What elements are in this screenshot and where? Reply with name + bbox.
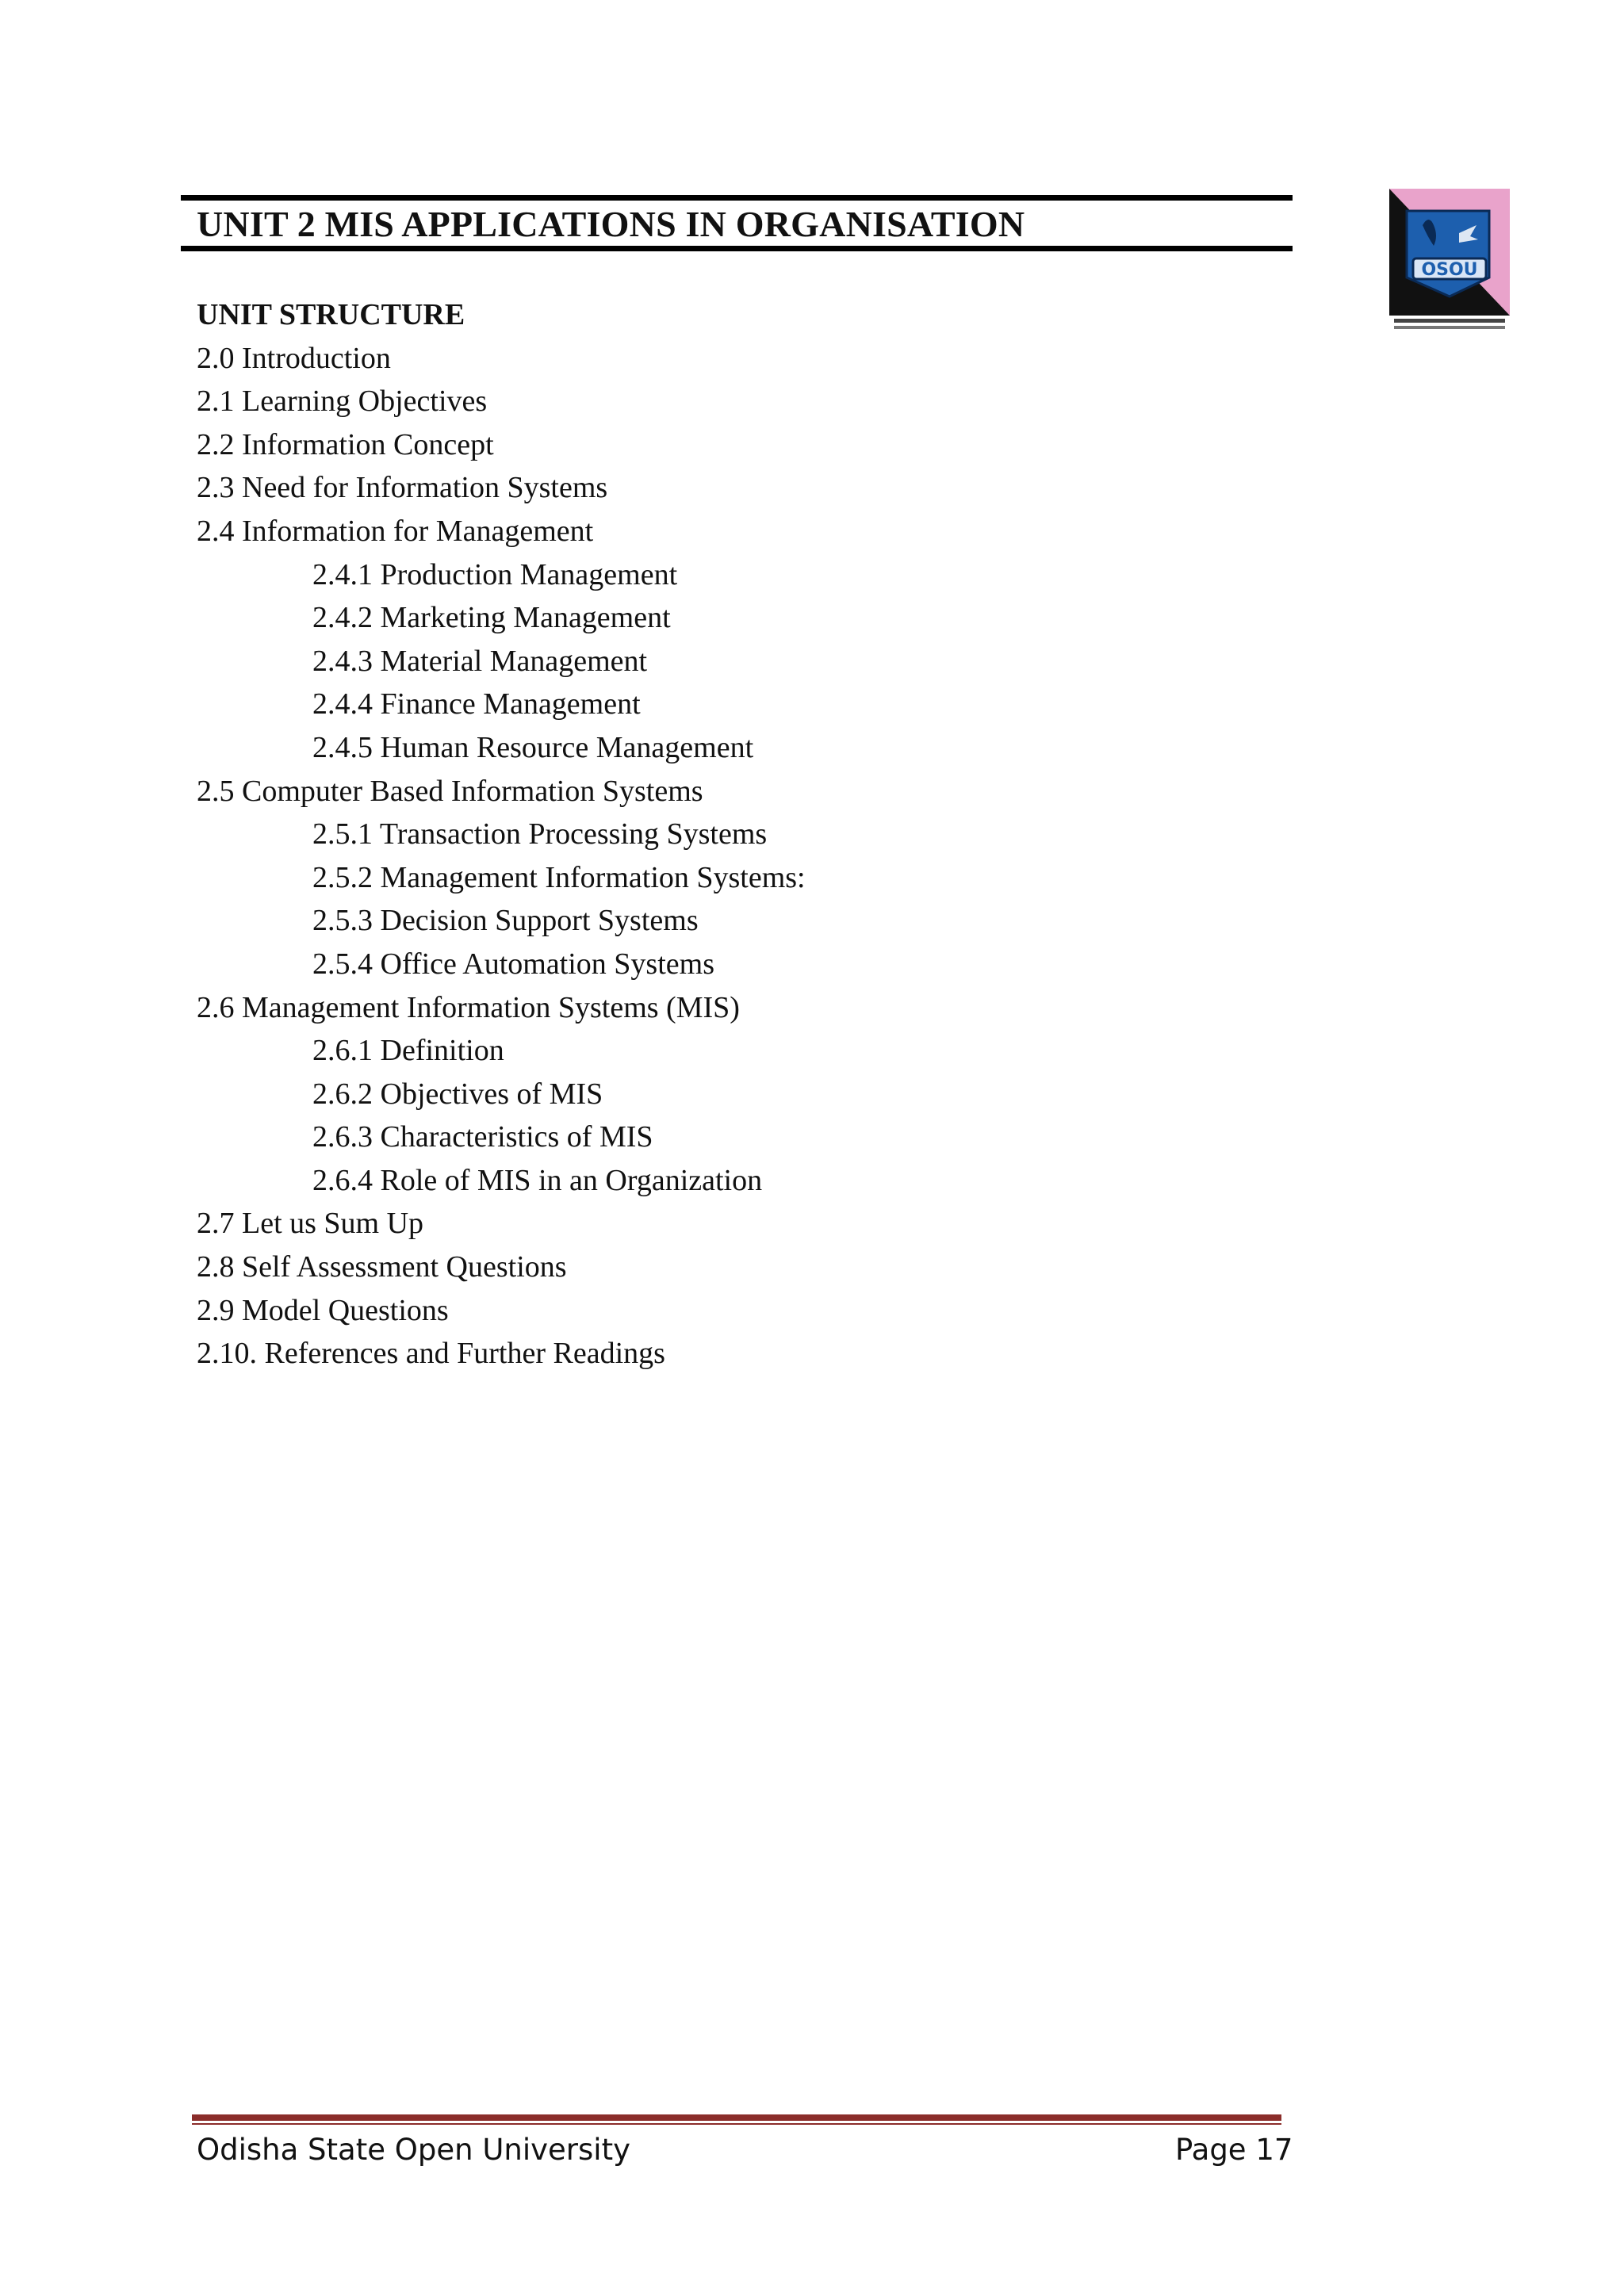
toc-item: 2.3 Need for Information Systems xyxy=(197,471,608,505)
toc-item: 2.9 Model Questions xyxy=(197,1293,449,1327)
university-logo-icon xyxy=(1389,189,1510,336)
toc-item: 2.1 Learning Objectives xyxy=(197,385,488,419)
toc-item: 2.5.2 Management Information Systems: xyxy=(312,860,806,894)
toc-item: 2.5.1 Transaction Processing Systems xyxy=(312,817,768,851)
toc-item: 2.4.2 Marketing Management xyxy=(312,601,671,635)
page-title: UNIT 2 MIS APPLICATIONS IN ORGANISATION xyxy=(197,204,1025,244)
toc-item: 2.4.5 Human Resource Management xyxy=(312,730,754,764)
toc-item: 2.4.1 Production Management xyxy=(312,557,678,591)
logo-lettering: OSOU xyxy=(1421,260,1478,280)
toc-item: 2.4 Information for Management xyxy=(197,514,594,548)
title-rule-bottom xyxy=(181,246,1293,251)
toc-item: 2.4.3 Material Management xyxy=(312,644,648,678)
unit-structure-heading: UNIT STRUCTURE xyxy=(197,298,465,331)
toc-item: 2.6.1 Definition xyxy=(312,1034,504,1068)
toc-item: 2.2 Information Concept xyxy=(197,427,494,461)
title-rule-top xyxy=(181,195,1293,201)
toc-item: 2.6.4 Role of MIS in an Organization xyxy=(312,1163,763,1197)
page-number: Page 17 xyxy=(1175,2133,1293,2167)
toc-item: 2.5.4 Office Automation Systems xyxy=(312,947,714,981)
toc-item: 2.6 Management Information Systems (MIS) xyxy=(197,990,740,1024)
toc-item: 2.10. References and Further Readings xyxy=(197,1337,665,1371)
toc-item: 2.8 Self Assessment Questions xyxy=(197,1250,567,1284)
toc-item: 2.5.3 Decision Support Systems xyxy=(312,904,699,938)
toc-item: 2.4.4 Finance Management xyxy=(312,687,641,721)
footer-institution: Odisha State Open University xyxy=(197,2133,630,2167)
toc-item: 2.6.2 Objectives of MIS xyxy=(312,1077,603,1111)
toc-item: 2.0 Introduction xyxy=(197,341,391,375)
toc-item: 2.7 Let us Sum Up xyxy=(197,1207,424,1241)
toc-item: 2.6.3 Characteristics of MIS xyxy=(312,1120,653,1154)
footer-rule xyxy=(192,2114,1281,2121)
footer-rule-thin xyxy=(192,2123,1281,2125)
unit-structure-list xyxy=(197,293,1307,1376)
toc-item: 2.5 Computer Based Information Systems xyxy=(197,774,703,808)
